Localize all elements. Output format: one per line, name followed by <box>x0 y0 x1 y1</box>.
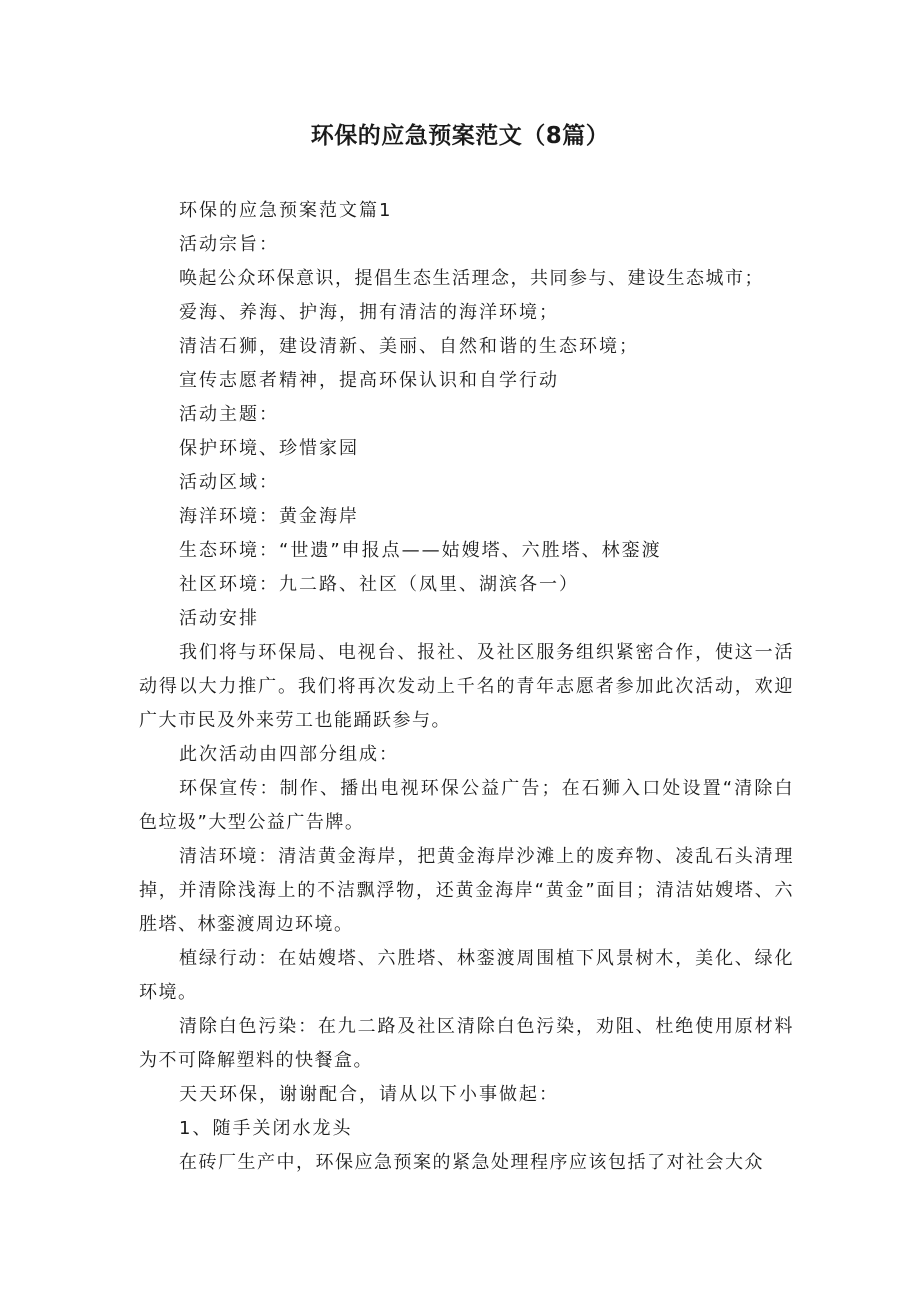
paragraph: 植绿行动：在姑嫂塔、六胜塔、林銮渡周围植下风景树木，美化、绿化环境。 <box>139 948 794 1003</box>
document-body <box>139 194 794 1180</box>
paragraph: 活动安排 <box>179 608 259 629</box>
paragraph: 爱海、养海、护海，拥有清洁的海洋环境； <box>179 302 559 323</box>
paragraph: 天天环保，谢谢配合，请从以下小事做起： <box>179 1084 559 1105</box>
paragraph: 社区环境：九二路、社区（凤里、湖滨各一） <box>179 574 579 595</box>
paragraph: 宣传志愿者精神，提高环保认识和自学行动 <box>179 370 559 391</box>
section-heading: 环保的应急预案范文篇1 <box>179 200 393 221</box>
paragraph: 我们将与环保局、电视台、报社、及社区服务组织紧密合作，使这一活动得以大力推广。我们将再次发动上千名的青年志愿者参加此次活动，欢迎广大市民及外来劳工也能踊跃参与。 <box>139 642 794 731</box>
paragraph: 海洋环境：黄金海岸 <box>179 506 359 527</box>
paragraph: 活动主题： <box>179 404 279 425</box>
paragraph: 活动宗旨： <box>179 234 279 255</box>
paragraph: 活动区域： <box>179 472 279 493</box>
document-title: 环保的应急预案范文（8篇） <box>310 123 610 149</box>
paragraph: 清除白色污染：在九二路及社区清除白色污染，劝阻、杜绝使用原材料为不可降解塑料的快餐盒。 <box>139 1016 794 1071</box>
paragraph: 清洁石狮，建设清新、美丽、自然和谐的生态环境； <box>179 336 639 357</box>
paragraph: 生态环境：“世遗”申报点——姑嫂塔、六胜塔、林銮渡 <box>179 540 662 561</box>
list-item: 1、随手关闭水龙头 <box>179 1118 353 1139</box>
paragraph: 此次活动由四部分组成： <box>179 744 399 765</box>
paragraph: 唤起公众环保意识，提倡生态生活理念，共同参与、建设生态城市； <box>179 268 764 289</box>
paragraph: 清洁环境：清洁黄金海岸，把黄金海岸沙滩上的废弃物、凌乱石头清理掉，并清除浅海上的不洁飘浮物，还黄金海岸“黄金”面目；清洁姑嫂塔、六胜塔、林銮渡周边环境。 <box>139 846 794 935</box>
paragraph: 保护环境、珍惜家园 <box>179 438 359 459</box>
paragraph: 在砖厂生产中，环保应急预案的紧急处理程序应该包括了对社会大众 <box>179 1152 764 1173</box>
paragraph: 环保宣传：制作、播出电视环保公益广告；在石狮入口处设置“清除白色垃圾”大型公益广告牌。 <box>139 778 794 833</box>
